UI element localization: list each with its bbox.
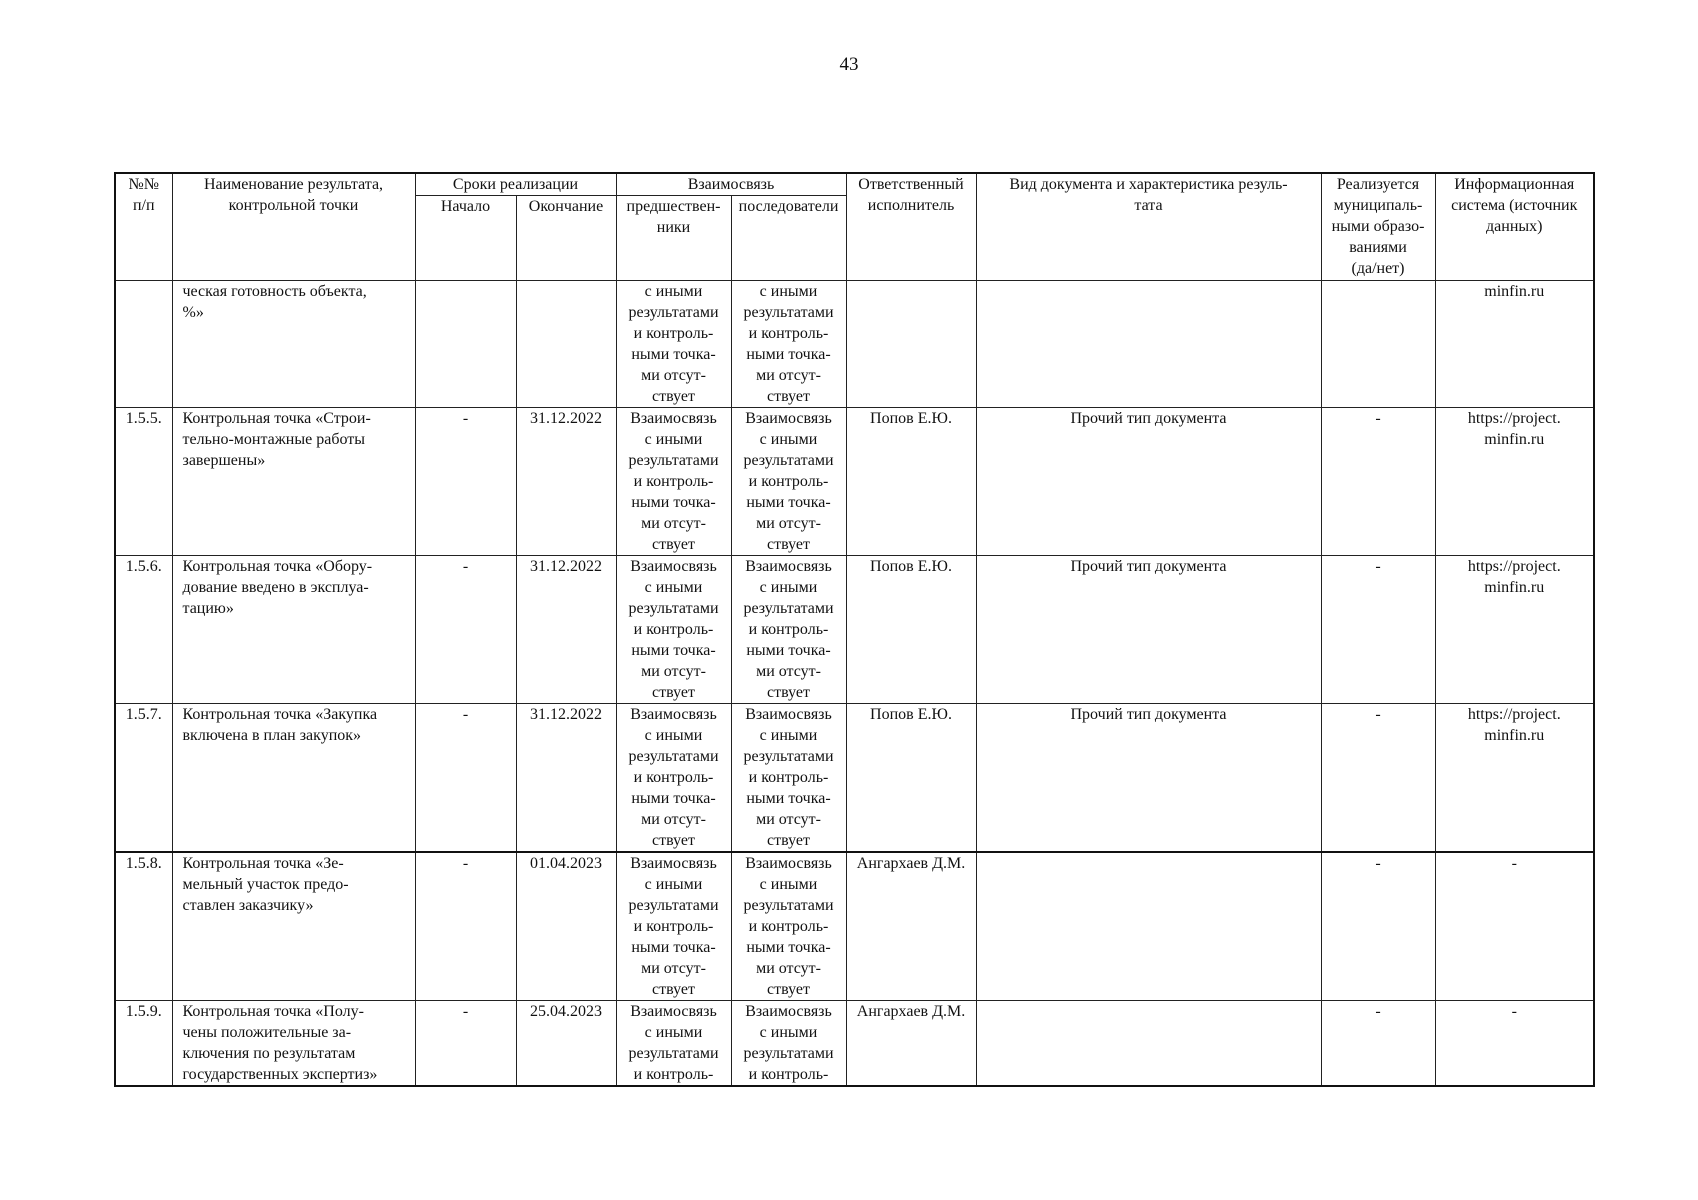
header-info-system: Информационная система (источник данных) [1435,173,1594,281]
row-doc-type: Прочий тип документа [976,704,1321,853]
row-successors: Взаимосвязь с иными результатами и контроль- ными точка- ми отсут- ствует [731,408,846,556]
row-start: - [415,704,516,853]
row-responsible [846,281,976,408]
row-end: 25.04.2023 [516,1001,616,1087]
row-responsible: Попов Е.Ю. [846,556,976,704]
table-row [115,408,1594,556]
control-points-table [114,172,1595,1087]
row-info-system: https://project. minfin.ru [1435,704,1594,853]
header-num: №№ п/п [115,173,172,281]
header-doc-type: Вид документа и характеристика резуль- тата [976,173,1321,281]
row-end: 31.12.2022 [516,556,616,704]
row-info-system: https://project. minfin.ru [1435,556,1594,704]
header-start: Начало [415,196,516,281]
row-doc-type: Прочий тип документа [976,408,1321,556]
page-number: 43 [839,54,859,75]
row-predecessors: Взаимосвязь с иными результатами и контроль- ными точка- ми отсут- ствует [616,704,731,853]
row-municipal: - [1321,408,1435,556]
table-row [115,704,1594,853]
row-responsible: Ангархаев Д.М. [846,1001,976,1087]
row-municipal: - [1321,852,1435,1001]
row-info-system: - [1435,1001,1594,1087]
row-number: 1.5.5. [115,408,172,556]
row-doc-type [976,281,1321,408]
row-predecessors: Взаимосвязь с иными результатами и контроль- ными точка- ми отсут- ствует [616,556,731,704]
header-responsible: Ответственный исполнитель [846,173,976,281]
row-successors: Взаимосвязь с иными результатами и контроль- ными точка- ми отсут- ствует [731,556,846,704]
row-municipal: - [1321,556,1435,704]
row-successors: Взаимосвязь с иными результатами и контроль- ными точка- ми отсут- ствует [731,852,846,1001]
row-predecessors: Взаимосвязь с иными результатами и контроль- ными точка- ми отсут- ствует [616,408,731,556]
header-predecessors: предшествен- ники [616,196,731,281]
row-successors: Взаимосвязь с иными результатами и контроль- ными точка- ми отсут- ствует [731,704,846,853]
row-responsible: Ангархаев Д.М. [846,852,976,1001]
row-municipal: - [1321,704,1435,853]
row-end [516,281,616,408]
row-number: 1.5.9. [115,1001,172,1087]
table-row [115,556,1594,704]
row-doc-type [976,1001,1321,1087]
row-successors: Взаимосвязь с иными результатами и контроль- [731,1001,846,1087]
row-predecessors: с иными результатами и контроль- ными точка- ми отсут- ствует [616,281,731,408]
header-name: Наименование результата, контрольной точки [172,173,415,281]
row-end: 31.12.2022 [516,408,616,556]
row-number [115,281,172,408]
row-name: Контрольная точка «Зе- мельный участок предо- ставлен заказчику» [172,852,415,1001]
row-start [415,281,516,408]
row-info-system: - [1435,852,1594,1001]
header-end: Окончание [516,196,616,281]
row-municipal: - [1321,1001,1435,1087]
row-end: 31.12.2022 [516,704,616,853]
row-doc-type [976,852,1321,1001]
row-number: 1.5.8. [115,852,172,1001]
row-name: ческая готовность объекта, %» [172,281,415,408]
row-doc-type: Прочий тип документа [976,556,1321,704]
header-successors: последователи [731,196,846,281]
row-name: Контрольная точка «Полу- чены положительные за- ключения по результатам государственных экспертиз» [172,1001,415,1087]
row-predecessors: Взаимосвязь с иными результатами и контроль- ными точка- ми отсут- ствует [616,852,731,1001]
row-start: - [415,852,516,1001]
header-relation: Взаимосвязь [616,173,846,196]
row-start: - [415,1001,516,1087]
row-responsible: Попов Е.Ю. [846,704,976,853]
row-number: 1.5.6. [115,556,172,704]
header-municipal: Реализуется муниципаль- ными образо- ваниями (да/нет) [1321,173,1435,281]
row-number: 1.5.7. [115,704,172,853]
row-info-system: https://project. minfin.ru [1435,408,1594,556]
row-successors: с иными результатами и контроль- ными точка- ми отсут- ствует [731,281,846,408]
row-name: Контрольная точка «Строи- тельно-монтажные работы завершены» [172,408,415,556]
row-name: Контрольная точка «Закупка включена в план закупок» [172,704,415,853]
row-responsible: Попов Е.Ю. [846,408,976,556]
row-name: Контрольная точка «Обору- дование введено в эксплуа- тацию» [172,556,415,704]
table-row [115,281,1594,408]
header-terms: Сроки реализации [415,173,616,196]
table-row [115,1001,1594,1087]
row-start: - [415,408,516,556]
row-info-system: minfin.ru [1435,281,1594,408]
row-start: - [415,556,516,704]
row-predecessors: Взаимосвязь с иными результатами и контроль- [616,1001,731,1087]
row-end: 01.04.2023 [516,852,616,1001]
table-row [115,852,1594,1001]
row-municipal [1321,281,1435,408]
